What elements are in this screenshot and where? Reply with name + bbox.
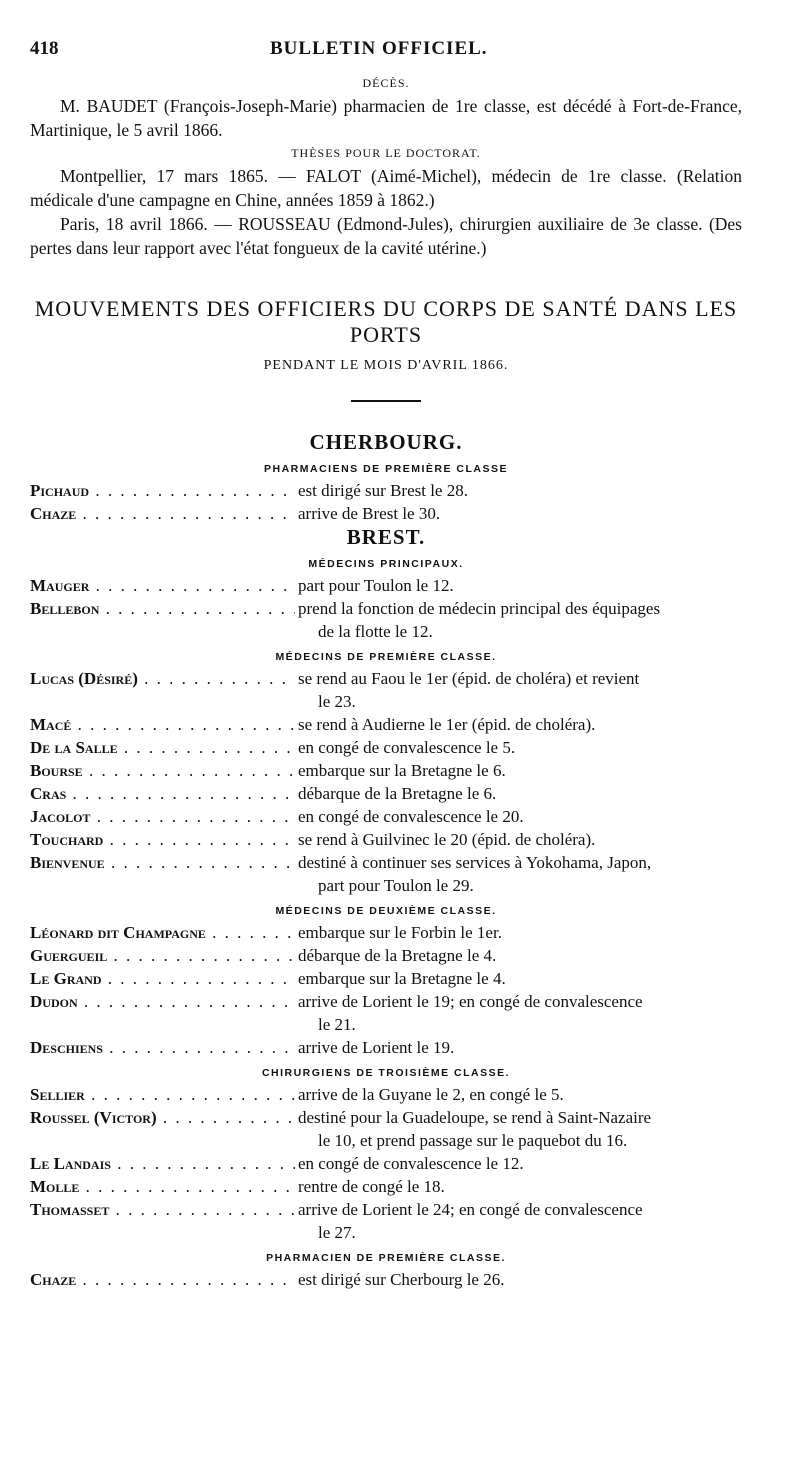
officer-entry [30, 967, 742, 990]
officer-entry [30, 851, 742, 897]
deces-paragraph: M. BAUDET (François-Joseph-Marie) pharmacien de 1re classe, est décédé à Fort-de-France, Martinique, le 5 avril 1866. [30, 96, 742, 140]
officer-movement [295, 736, 742, 759]
officer-name: Bellebon . . . [30, 597, 295, 643]
officer-movement [295, 828, 742, 851]
officer-name: Lucas (Désiré) . . . [30, 667, 295, 713]
officer-movement [295, 805, 742, 828]
movement-continuation: part pour Toulon le 29. [318, 876, 474, 895]
officer-movement [295, 921, 742, 944]
category-heading: PHARMACIENS DE PREMIÈRE CLASSE [264, 463, 508, 475]
section-title: MOUVEMENTS DES OFFICIERS DU CORPS DE SANTÉ DANS LES PORTS [34, 296, 738, 347]
officer-entry [30, 736, 742, 759]
movement-text: arrive de la Guyane le 2, en congé le 5. [298, 1085, 564, 1104]
officer-name: Le Landais . . . [30, 1152, 295, 1175]
officer-movement [295, 597, 742, 643]
divider-rule [351, 400, 421, 402]
movement-text: en congé de convalescence le 20. [298, 807, 524, 826]
officer-entry [30, 759, 742, 782]
category-heading: MÉDECINS DE PREMIÈRE CLASSE. [275, 651, 497, 663]
officer-name: Pichaud . . . [30, 479, 295, 502]
movement-text: destiné à continuer ses services à Yokohama, Japon, [298, 853, 652, 872]
movement-text: en congé de convalescence le 5. [298, 738, 516, 757]
officer-movement [295, 1036, 742, 1059]
running-title: BULLETIN OFFICIEL. [270, 38, 488, 59]
movement-text: en congé de convalescence le 12. [298, 1154, 524, 1173]
officer-movement [295, 1268, 742, 1291]
officer-movement [295, 1152, 742, 1175]
officer-entry [30, 713, 742, 736]
officer-movement [295, 967, 742, 990]
officer-name: Bourse . . . [30, 759, 295, 782]
category-heading: MÉDECINS PRINCIPAUX. [308, 558, 464, 570]
officer-movement [295, 1106, 742, 1152]
movement-text: part pour Toulon le 12. [298, 576, 454, 595]
movement-text: débarque de la Bretagne le 6. [298, 784, 497, 803]
officer-name: Macé . . . [30, 713, 295, 736]
port-heading: CHERBOURG. [309, 430, 463, 454]
officer-name: Jacolot . . . [30, 805, 295, 828]
officer-name: Dudon . . . [30, 990, 295, 1036]
officer-entry [30, 1175, 742, 1198]
officer-entry [30, 944, 742, 967]
deces-heading: DÉCÈS. [362, 76, 410, 90]
movement-text: embarque sur la Bretagne le 4. [298, 969, 506, 988]
movement-text: arrive de Lorient le 19; en congé de convalescence [298, 992, 643, 1011]
officer-entry [30, 990, 742, 1036]
officer-entry [30, 921, 742, 944]
officer-movement [295, 574, 742, 597]
officer-entry [30, 597, 742, 643]
movement-text: rentre de congé le 18. [298, 1177, 445, 1196]
officer-movement [295, 782, 742, 805]
officer-movement [295, 667, 742, 713]
officer-movement [295, 851, 742, 897]
movement-text: prend la fonction de médecin principal des équipages [298, 599, 661, 618]
officer-entry [30, 1083, 742, 1106]
officer-movement [295, 1198, 742, 1244]
officer-name: Thomasset . . . [30, 1198, 295, 1244]
officer-movement [295, 502, 742, 525]
officer-entry [30, 502, 742, 525]
officer-movement [295, 479, 742, 502]
movement-text: destiné pour la Guadeloupe, se rend à Saint-Nazaire [298, 1108, 652, 1127]
port-heading: BREST. [346, 525, 426, 549]
movement-text: embarque sur la Bretagne le 6. [298, 761, 506, 780]
movement-text: arrive de Brest le 30. [298, 504, 441, 523]
movement-text: se rend à Guilvinec le 20 (épid. de choléra). [298, 830, 596, 849]
category-heading: MÉDECINS DE DEUXIÈME CLASSE. [275, 905, 497, 917]
theses-paragraph-1: Montpellier, 17 mars 1865. — FALOT (Aimé-Michel), médecin de 1re classe. (Relation médicale d'une campagne en Chine, années 1859 à 1862.) [30, 166, 742, 210]
movement-text: se rend à Audierne le 1er (épid. de choléra). [298, 715, 596, 734]
page-header [30, 38, 742, 72]
movement-text: arrive de Lorient le 24; en congé de convalescence [298, 1200, 643, 1219]
movement-text: est dirigé sur Brest le 28. [298, 481, 468, 500]
officer-name: Le Grand . . . [30, 967, 295, 990]
officer-name: Chaze . . . [30, 1268, 295, 1291]
officer-name: Deschiens . . . [30, 1036, 295, 1059]
officer-entry [30, 574, 742, 597]
ports-list [30, 430, 742, 1291]
officer-movement [295, 990, 742, 1036]
officer-name: Mauger . . . [30, 574, 295, 597]
theses-paragraph-2: Paris, 18 avril 1866. — ROUSSEAU (Edmond-Jules), chirurgien auxiliaire de 3e classe. (Des pertes dans leur rapport avec l'état fongueux de la cavité utérine.) [30, 214, 742, 258]
officer-name: Guergueil . . . [30, 944, 295, 967]
officer-movement [295, 759, 742, 782]
officer-entry [30, 1106, 742, 1152]
officer-name: Léonard dit Champagne . . . [30, 921, 295, 944]
movement-continuation: le 27. [318, 1223, 356, 1242]
movement-text: est dirigé sur Cherbourg le 26. [298, 1270, 505, 1289]
officer-movement [295, 713, 742, 736]
officer-movement [295, 1083, 742, 1106]
theses-heading: THÈSES POUR LE DOCTORAT. [291, 146, 481, 160]
movement-text: embarque sur le Forbin le 1er. [298, 923, 502, 942]
officer-name: Sellier . . . [30, 1083, 295, 1106]
officer-entry [30, 1152, 742, 1175]
category-heading: PHARMACIEN DE PREMIÈRE CLASSE. [266, 1252, 506, 1264]
document-page [30, 38, 742, 1291]
officer-entry [30, 667, 742, 713]
movement-text: se rend au Faou le 1er (épid. de choléra) et revient [298, 669, 640, 688]
movement-continuation: le 23. [318, 692, 356, 711]
officer-entry [30, 479, 742, 502]
movement-text: débarque de la Bretagne le 4. [298, 946, 497, 965]
category-heading: CHIRURGIENS DE TROISIÈME CLASSE. [261, 1067, 511, 1079]
officer-name: De la Salle . . . [30, 736, 295, 759]
officer-movement [295, 1175, 742, 1198]
officer-entry [30, 1198, 742, 1244]
officer-entry [30, 828, 742, 851]
officer-entry [30, 1268, 742, 1291]
movement-continuation: le 10, et prend passage sur le paquebot du 16. [318, 1131, 628, 1150]
officer-name: Chaze . . . [30, 502, 295, 525]
officer-entry [30, 782, 742, 805]
officer-entry [30, 1036, 742, 1059]
page-number: 418 [30, 38, 59, 59]
officer-name: Bienvenue . . . [30, 851, 295, 897]
movement-continuation: le 21. [318, 1015, 356, 1034]
movement-continuation: de la flotte le 12. [318, 622, 433, 641]
officer-entry [30, 805, 742, 828]
officer-name: Molle . . . [30, 1175, 295, 1198]
movement-text: arrive de Lorient le 19. [298, 1038, 455, 1057]
section-subtitle: PENDANT LE MOIS D'AVRIL 1866. [263, 358, 509, 373]
officer-movement [295, 944, 742, 967]
officer-name: Roussel (Victor) . . . [30, 1106, 295, 1152]
officer-name: Touchard . . . [30, 828, 295, 851]
officer-name: Cras . . . [30, 782, 295, 805]
